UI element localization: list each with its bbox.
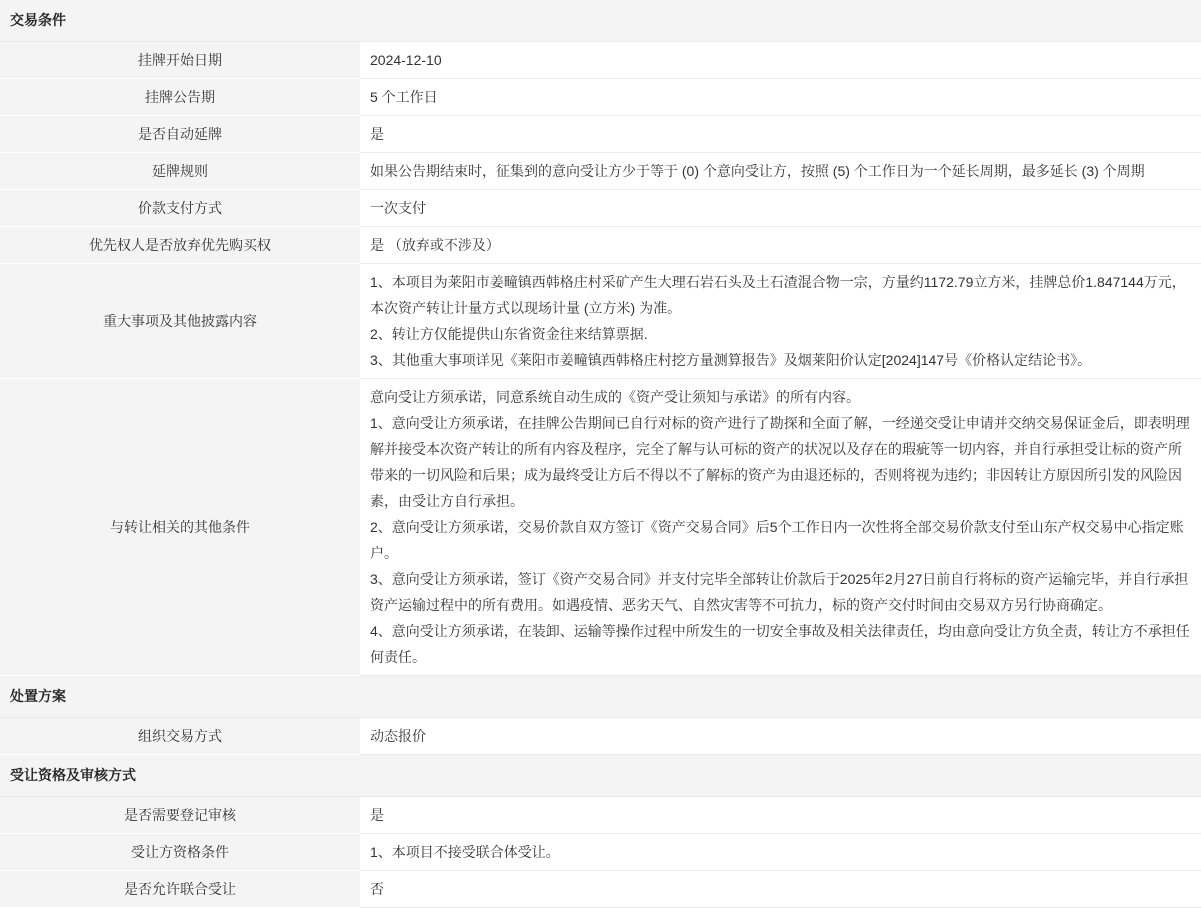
table-row [0, 264, 1201, 379]
row-value [360, 190, 1201, 227]
value-line: 一次支付 [370, 200, 426, 216]
row-label: 组织交易方式 [0, 718, 360, 755]
row-label: 挂牌开始日期 [0, 42, 360, 79]
table-row [0, 871, 1201, 908]
row-label: 挂牌公告期 [0, 79, 360, 116]
row-label: 优先权人是否放弃优先购买权 [0, 227, 360, 264]
value-line: 3、意向受让方须承诺，签订《资产交易合同》并支付完毕全部转让价款后于2025年2月27日前自行将标的资产运输完毕，并自行承担资产运输过程中的所有费用。如遇疫情、恶劣天气、自然灾害等不可抗力，标的资产交付时间由交易双方另行协商确定。 [370, 571, 1189, 613]
section-title: 处置方案 [0, 676, 1201, 718]
row-value [360, 79, 1201, 116]
value-line: 1、本项目不接受联合体受让。 [370, 844, 560, 860]
row-value [360, 797, 1201, 834]
value-line: 如果公告期结束时，征集到的意向受让方少于等于 (0) 个意向受让方，按照 (5) 个工作日为一个延长周期，最多延长 (3) 个周期 [370, 163, 1145, 179]
value-line: 1、本项目为莱阳市姜疃镇西韩格庄村采矿产生大理石岩石头及土石渣混合物一宗，方量约1172.79立方米，挂牌总价1.847144万元，本次资产转让计量方式以现场计量 (立方米) 为准。 [370, 274, 1186, 316]
value-line: 是 （放弃或不涉及） [370, 237, 500, 253]
value-line: 2、转让方仅能提供山东省资金往来结算票据. [370, 326, 648, 342]
row-label: 受让方资格条件 [0, 834, 360, 871]
value-line: 1、意向受让方须承诺，在挂牌公告期间已自行对标的资产进行了勘探和全面了解，一经递交受让申请并交纳交易保证金后，即表明理解并接受本次资产转让的所有内容及程序，完全了解与认可标的资产的状况以及存在的瑕疵等一切内容，并自行承担受让标的资产所带来的一切风险和后果；成为最终受让方后不得以不了解标的资产为由退还标的，否则将视为违约；非因转让方原因所引发的风险因素，由受让方自行承担。 [370, 415, 1190, 509]
table-row [0, 797, 1201, 834]
row-label: 价款支付方式 [0, 190, 360, 227]
row-value [360, 116, 1201, 153]
row-label: 重大事项及其他披露内容 [0, 264, 360, 379]
section-title: 交易条件 [0, 0, 1201, 42]
value-line: 4、意向受让方须承诺，在装卸、运输等操作过程中所发生的一切安全事故及相关法律责任，均由意向受让方负全责，转让方不承担任何责任。 [370, 623, 1190, 665]
table-row [0, 116, 1201, 153]
table-row [0, 42, 1201, 79]
value-line: 是 [370, 807, 384, 823]
row-value [360, 379, 1201, 676]
row-value [360, 42, 1201, 79]
row-label: 是否允许联合受让 [0, 871, 360, 908]
row-value [360, 153, 1201, 190]
table-row [0, 834, 1201, 871]
value-line: 动态报价 [370, 728, 426, 744]
row-value [360, 871, 1201, 908]
row-label: 与转让相关的其他条件 [0, 379, 360, 676]
value-line: 5 个工作日 [370, 89, 438, 105]
row-value [360, 227, 1201, 264]
value-line: 2024-12-10 [370, 52, 442, 68]
value-line: 意向受让方须承诺，同意系统自动生成的《资产受让须知与承诺》的所有内容。 [370, 389, 860, 405]
section-title: 受让资格及审核方式 [0, 755, 1201, 797]
row-label: 延牌规则 [0, 153, 360, 190]
table-row [0, 153, 1201, 190]
table-row [0, 227, 1201, 264]
table-row [0, 379, 1201, 676]
value-line: 是 [370, 126, 384, 142]
row-value [360, 834, 1201, 871]
value-line: 2、意向受让方须承诺，交易价款自双方签订《资产交易合同》后5个工作日内一次性将全部交易价款支付至山东产权交易中心指定账户。 [370, 519, 1184, 561]
row-label: 是否需要登记审核 [0, 797, 360, 834]
value-line: 否 [370, 881, 384, 897]
table-row [0, 190, 1201, 227]
row-label: 是否自动延牌 [0, 116, 360, 153]
value-line: 3、其他重大事项详见《莱阳市姜疃镇西韩格庄村挖方量测算报告》及烟莱阳价认定[2024]147号《价格认定结论书》。 [370, 352, 1092, 368]
row-value [360, 718, 1201, 755]
table-row [0, 79, 1201, 116]
row-value [360, 264, 1201, 379]
table-row [0, 718, 1201, 755]
